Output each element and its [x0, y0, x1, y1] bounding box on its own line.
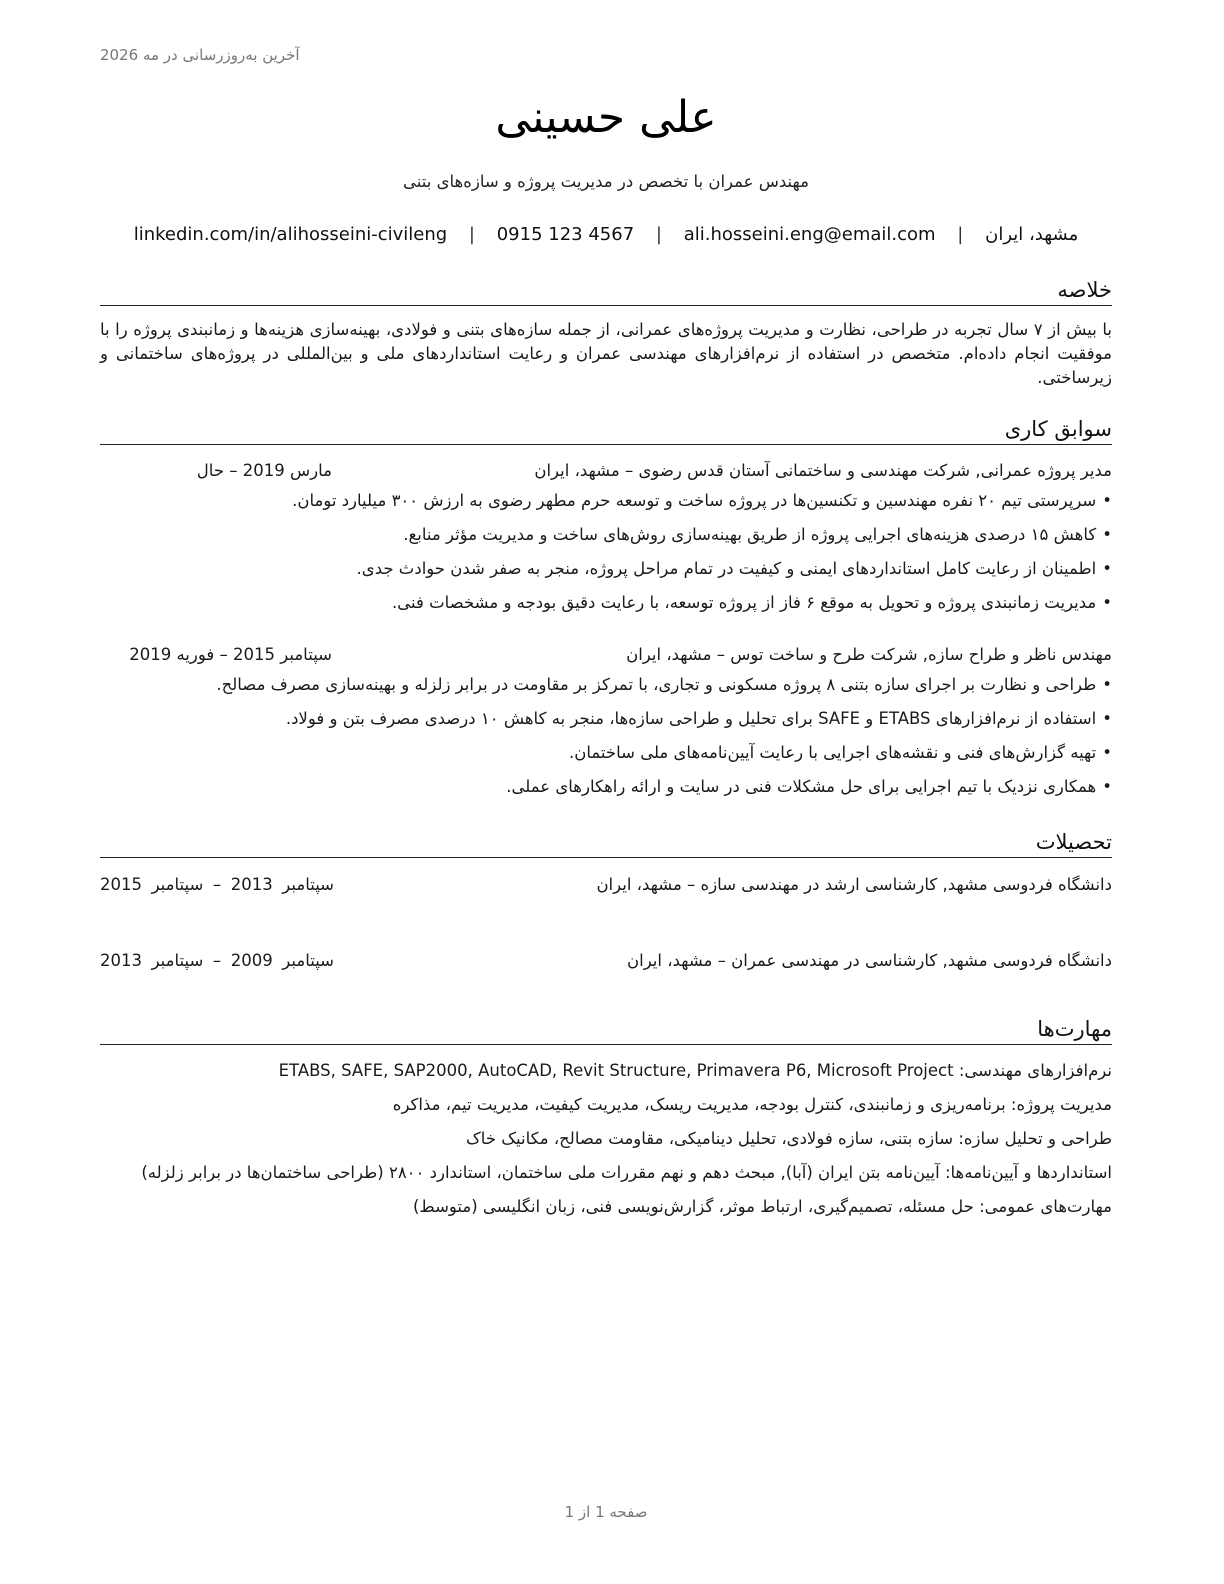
job-bullet: •تهیه گزارش‌های فنی و نقشه‌های اجرایی با رعایت آیین‌نامه‌های ملی ساختمان. [569, 743, 1112, 762]
skills-section [100, 1015, 1112, 1229]
section-title-experience: سوابق کاری [100, 415, 1112, 445]
contact-separator: | [468, 224, 475, 245]
education-entry [100, 873, 1112, 933]
skill-item: طراحی و تحلیل سازه: سازه بتنی، سازه فولادی، تحلیل دینامیکی، مقاومت مصالح، مکانیک خاک [466, 1129, 1112, 1148]
job-bullet: •مدیریت زمانبندی پروژه و تحویل به موقع ۶ فاز از پروژه توسعه، با رعایت دقیق بودجه و مشخصات فنی. [392, 593, 1112, 612]
contact-separator: | [957, 224, 964, 245]
experience-section [100, 415, 1112, 804]
contact-separator: | [655, 224, 662, 245]
job-bullet: •طراحی و نظارت بر اجرای سازه بتنی ۸ پروژه مسکونی و تجاری، با تمرکز بر مقاومت در برابر زلزله و بهینه‌سازی مصرف مصالح. [216, 675, 1112, 694]
job-header [100, 458, 1112, 484]
education-dates: سپتامبر 2013 – سپتامبر 2015 [100, 875, 335, 894]
job-entry [100, 642, 1112, 804]
last-updated: آخرین به‌روزرسانی در مه 2026 [100, 46, 300, 64]
resume-page [100, 0, 1112, 1584]
job-bullet: •همکاری نزدیک با تیم اجرایی برای حل مشکلات فنی در سایت و ارائه راهکارهای عملی. [506, 777, 1112, 796]
candidate-name: علی حسینی [495, 92, 717, 143]
section-title-summary: خلاصه [100, 276, 1112, 306]
job-dates: سپتامبر 2015 – فوریه 2019 [129, 645, 332, 664]
job-bullet: •کاهش ۱۵ درصدی هزینه‌های اجرایی پروژه از طریق بهینه‌سازی روش‌های ساخت و مدیریت مؤثر منابع. [403, 525, 1112, 544]
job-dates: مارس 2019 – حال [196, 461, 332, 480]
job-entry [100, 458, 1112, 620]
education-title: دانشگاه فردوسی مشهد, کارشناسی ارشد در مهندسی سازه – مشهد، ایران [596, 875, 1112, 894]
job-header [100, 642, 1112, 668]
candidate-tagline: مهندس عمران با تخصص در مدیریت پروژه و سازه‌های بتنی [403, 172, 809, 191]
skills-list [100, 1059, 1112, 1219]
education-section [100, 828, 1112, 1009]
job-title: مدیر پروژه عمرانی, شرکت مهندسی و ساختمانی آستان قدس رضوی – مشهد، ایران [534, 461, 1112, 480]
contact-email[interactable]: ali.hosseini.eng@email.com [683, 224, 936, 245]
job-bullet: •سرپرستی تیم ۲۰ نفره مهندسین و تکنسین‌ها در پروژه ساخت و توسعه حرم مطهر رضوی به ارزش ۳۰۰ میلیارد تومان. [292, 491, 1112, 510]
contact-linkedin[interactable]: linkedin.com/in/alihosseini-civileng [133, 224, 448, 245]
section-title-education: تحصیلات [100, 828, 1112, 858]
education-entry [100, 949, 1112, 1009]
summary-section [100, 276, 1112, 390]
job-bullet: •اطمینان از رعایت کامل استانداردهای ایمنی و کیفیت در تمام مراحل پروژه، منجر به صفر شدن حوادث جدی. [356, 559, 1112, 578]
skill-item: مدیریت پروژه: برنامه‌ریزی و زمانبندی، کنترل بودجه، مدیریت ریسک، مدیریت کیفیت، مدیریت تیم، مذاکره [392, 1095, 1112, 1114]
job-bullets [100, 668, 1112, 804]
page-number: صفحه 1 از 1 [564, 1503, 648, 1521]
contact-phone[interactable]: 0915 123 4567 [496, 224, 635, 245]
skill-item: نرم‌افزارهای مهندسی: ETABS, SAFE, SAP2000, AutoCAD, Revit Structure, Primavera P6, Microsoft Project [278, 1061, 1112, 1080]
job-bullets [100, 484, 1112, 620]
summary-text: با بیش از ۷ سال تجربه در طراحی، نظارت و مدیریت پروژه‌های عمرانی، از جمله سازه‌های بتنی و فولادی، بهینه‌سازی هزینه‌ها و زمانبندی پروژه را با موفقیت انجام داده‌ام. متخصص در استفاده از نرم‌افزارهای مهندسی عمران و رعایت استانداردهای ملی و بین‌المللی در پروژه‌های ساختمانی و زیرساختی. [100, 320, 1112, 387]
job-title: مهندس ناظر و طراح سازه, شرکت طرح و ساخت توس – مشهد، ایران [626, 645, 1112, 664]
skill-item: مهارت‌های عمومی: حل مسئله، تصمیم‌گیری، ارتباط موثر، گزارش‌نویسی فنی، زبان انگلیسی (متوسط) [412, 1197, 1112, 1216]
contact-location: مشهد، ایران [985, 224, 1079, 245]
section-title-skills: مهارت‌ها [100, 1015, 1112, 1045]
education-title: دانشگاه فردوسی مشهد, کارشناسی در مهندسی عمران – مشهد، ایران [627, 951, 1112, 970]
contact-line [100, 224, 1112, 245]
job-bullet: •استفاده از نرم‌افزارهای ETABS و SAFE برای تحلیل و طراحی سازه‌ها، منجر به کاهش ۱۰ درصدی مصرف بتن و فولاد. [285, 709, 1112, 728]
education-dates: سپتامبر 2009 – سپتامبر 2013 [100, 951, 335, 970]
skill-item: استانداردها و آیین‌نامه‌ها: آیین‌نامه بتن ایران (آبا), مبحث دهم و نهم مقررات ملی ساختمان، استاندارد ۲۸۰۰ (طراحی ساختمان‌ها در برابر زلزله) [141, 1163, 1112, 1182]
